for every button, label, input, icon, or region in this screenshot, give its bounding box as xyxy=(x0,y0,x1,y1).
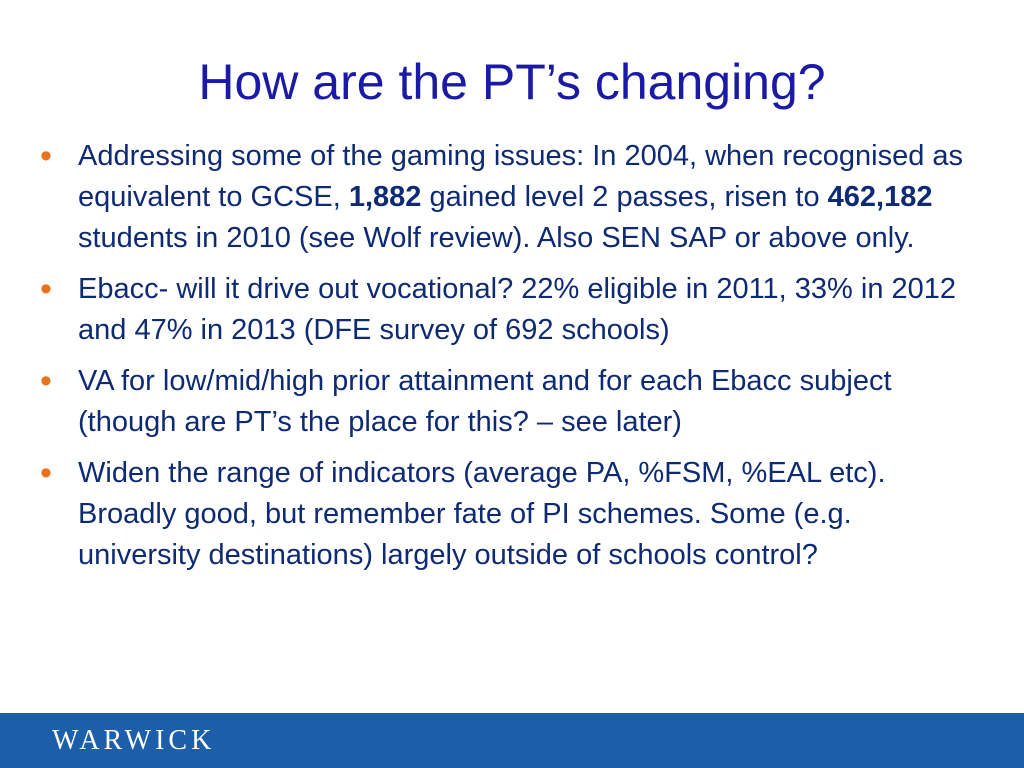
bullet-emphasis: 462,182 xyxy=(827,181,933,213)
bullet-item xyxy=(40,453,980,576)
slide-title: How are the PT’s changing? xyxy=(198,54,826,110)
bullet-emphasis: 1,882 xyxy=(348,181,422,213)
bullet-text: Widen the range of indicators (average PA, %FSM, %EAL etc). Broadly good, but remember fate of PI schemes. Some (e.g. university destinations) largely outside of schools control? xyxy=(78,457,886,571)
bullet-text: VA for low/mid/high prior attainment and for each Ebacc subject (though are PT’s the place for this? – see later) xyxy=(78,365,892,438)
bullet-item xyxy=(40,269,980,351)
bullet-text: Ebacc- will it drive out vocational? 22% eligible in 2011, 33% in 2012 and 47% in 2013 (DFE survey of 692 schools) xyxy=(78,273,957,346)
bullet-marker: • xyxy=(40,137,52,175)
bullet-text: gained level 2 passes, risen to xyxy=(421,181,828,213)
warwick-logo: WARWICK xyxy=(52,725,216,756)
bullet-text: students in 2010 (see Wolf review). Also SEN SAP or above only. xyxy=(78,222,915,254)
bullet-item xyxy=(40,361,980,443)
bullet-marker: • xyxy=(40,362,52,400)
bullet-marker: • xyxy=(40,270,52,308)
bullet-marker: • xyxy=(40,454,52,492)
bullet-item xyxy=(40,136,980,259)
footer-bar xyxy=(0,713,1024,768)
bullet-text: Addressing some of the gaming issues: In 2004, when recognised as equivalent to GCSE, xyxy=(78,140,964,213)
bullet-list xyxy=(40,136,980,586)
